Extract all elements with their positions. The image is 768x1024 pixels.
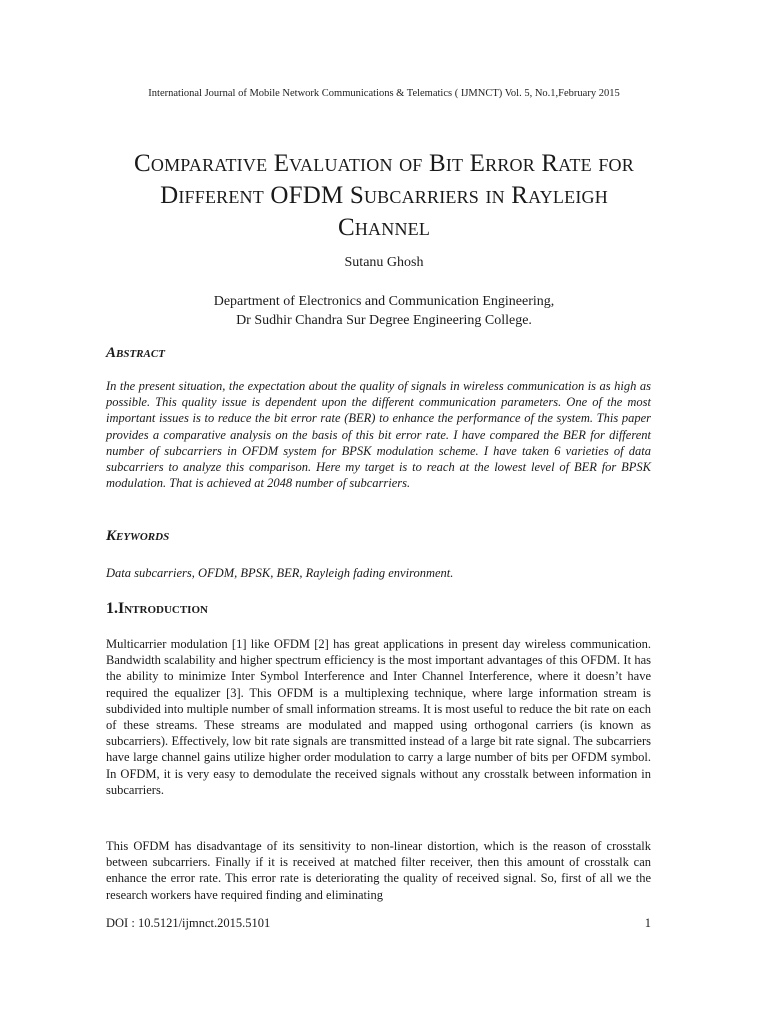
abstract-text: In the present situation, the expectation about the quality of signals in wireless communication is as high as possible. This quality issue is dependent upon the different communication parameters. One of the most important issues is to reduce the bit error rate (BER) to enhance the performance of the system. This paper provides a comparative analysis on the basis of this bit error rate. I have compared the BER for different number of subcarriers in OFDM system for BPSK modulation scheme. I have taken 6 varieties of data subcarriers to analyze this comparison. Here my target is to reach at the lowest level of BER for BPSK modulation. That is achieved at 2048 number of subcarriers. [106, 379, 651, 491]
page-footer [106, 916, 651, 931]
affiliation-line: Department of Electronics and Communication Engineering, [213, 294, 555, 309]
title-line: Channel [337, 214, 431, 241]
paper-title [60, 148, 708, 244]
title-line: Comparative Evaluation of Bit Error Rate for [134, 150, 634, 177]
page-number: 1 [644, 916, 651, 930]
keywords-text: Data subcarriers, OFDM, BPSK, BER, Rayleigh fading environment. [106, 566, 454, 580]
author-name: Sutanu Ghosh [344, 255, 424, 270]
affiliation [0, 292, 768, 330]
introduction-paragraph: Multicarrier modulation [1] like OFDM [2] has great applications in present day wireless communication. Bandwidth scalability and higher spectrum efficiency is the most important advantages of this OFDM. It has the ability to minimize Inter Symbol Interference and Inter Channel Interference, where it doesn’t have required the equalizer [3]. This OFDM is a multiplexing technique, where large information stream is subdivided into multiple number of small information streams. It is most useful to reduce the bit rate on each of these streams. These streams are modulated and mapped using orthogonal carriers (is known as subcarriers). Effectively, low bit rate signals are transmitted instead of a large bit rate signal. The subcarriers have large channel gains utilize higher order modulation to carry a large number of bits per OFDM symbol. In OFDM, it is very easy to demodulate the received signals without any crosstalk between information in subcarriers. [106, 637, 651, 797]
keywords-heading: Keywords [106, 528, 170, 544]
running-head: International Journal of Mobile Network Communications & Telematics ( IJMNCT) Vol. 5, No.1,February 2015 [148, 88, 620, 99]
title-line: Different OFDM Subcarriers in Rayleigh [160, 182, 608, 209]
affiliation-line: Dr Sudhir Chandra Sur Degree Engineering College. [236, 313, 532, 328]
introduction-paragraph: This OFDM has disadvantage of its sensitivity to non-linear distortion, which is the reason of crosstalk between subcarriers. Finally if it is received at matched filter receiver, then this amount of crosstalk can enhance the error rate. This error rate is deteriorating the quality of received signal. So, first of all we the research workers have required finding and eliminating [106, 839, 651, 902]
abstract-heading: Abstract [106, 345, 165, 361]
doi-text: DOI : 10.5121/ijmnct.2015.5101 [106, 916, 271, 930]
introduction-heading: 1.Introduction [106, 600, 208, 617]
